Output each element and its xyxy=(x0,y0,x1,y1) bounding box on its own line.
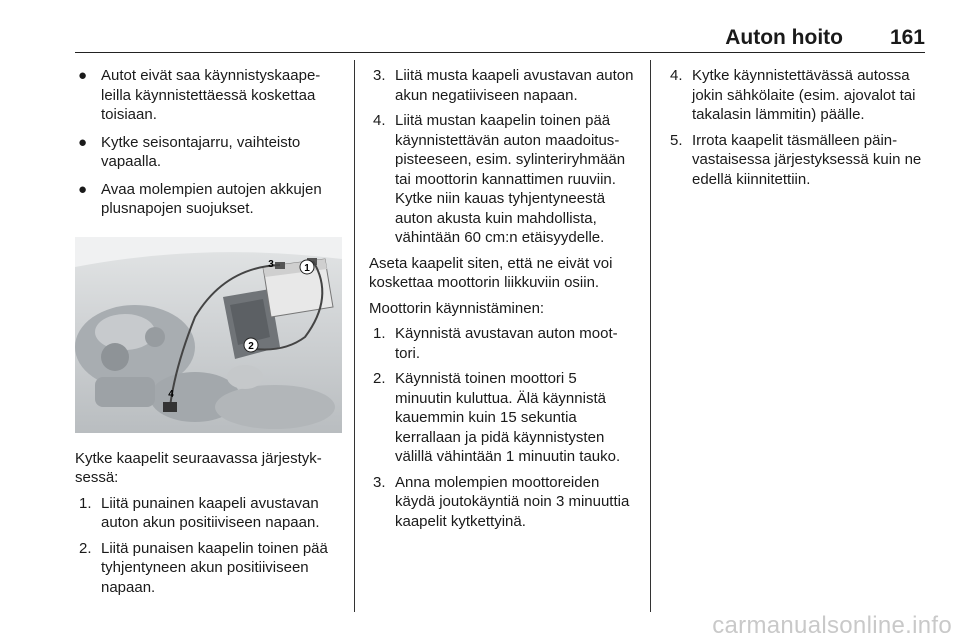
jump-start-illustration xyxy=(75,237,342,433)
section-title: Auton hoito xyxy=(725,26,843,49)
svg-text:1: 1 xyxy=(304,262,310,274)
list-item: 4. Liitä mustan kaapelin toinen pää käynnistettävän auton maadoituspisteeseen, esim. sylinteriryhmään tai moottorin kannattimen ruuviin. Kytke niin kauas tyhjentyneestä auton akusta kuin mahdollista, vähintään 60 cm:n etäisyydelle. xyxy=(373,112,626,246)
site-watermark: carmanualsonline.info xyxy=(712,612,952,639)
connection-steps-continued xyxy=(369,66,637,248)
bullet-icon: ● xyxy=(78,67,88,84)
column-divider xyxy=(354,60,355,612)
connection-intro: Kytke kaapelit seuraavassa järjestyksessä: xyxy=(75,449,322,486)
list-item: 1. Käynnistä avustavan auton moottori. xyxy=(373,325,618,362)
list-item: ● Avaa molempien autojen akkujen plusnapojen suojukset. xyxy=(78,180,322,217)
callout-2 xyxy=(244,338,258,352)
svg-text:3: 3 xyxy=(268,258,274,270)
connection-steps xyxy=(75,494,343,598)
list-item: 5. Irrota kaapelit täsmälleen päinvastaisessa järjestyksessä kuin ne edellä kiinnitettiin. xyxy=(670,131,922,188)
page-header xyxy=(75,22,925,53)
list-item: 3. Liitä musta kaapeli avustavan auton akun negatiiviseen napaan. xyxy=(373,67,634,104)
bullet-icon: ● xyxy=(78,133,88,151)
svg-text:4: 4 xyxy=(168,388,174,400)
column-divider xyxy=(650,60,651,612)
list-item: ● Kytke seisontajarru, vaihteisto vapaalla. xyxy=(78,133,301,170)
page-number: 161 xyxy=(889,26,925,49)
engine-bay-diagram xyxy=(75,237,342,433)
svg-text:2: 2 xyxy=(248,340,254,352)
callout-1 xyxy=(300,260,314,274)
list-item: 2. Käynnistä toinen moottori 5 minuutin kuluttua. Älä käynnistä kauemmin kuin 15 sekuntia kerrallaan ja pidä käynnistysten välillä vähintään 1 minuutin tauko. xyxy=(373,370,621,465)
column-1 xyxy=(75,60,343,603)
list-item: 2. Liitä punaisen kaapelin toinen pää tyhjentyneen akun positiiviseen napaan. xyxy=(79,539,328,596)
list-item: 3. Anna molempien moottoreiden käydä joutokäyntiä noin 3 minuuttia kaapelit kytkettyinä. xyxy=(373,473,630,530)
list-item: 1. Liitä punainen kaapeli avustavan auton akun positiiviseen napaan. xyxy=(79,494,320,531)
precaution-list xyxy=(75,66,343,219)
engine-start-steps xyxy=(369,324,637,531)
callout-3 xyxy=(268,259,274,270)
cable-placement-note: Aseta kaapelit siten, että ne eivät voi koskettaa moottorin liikkuviin osiin. xyxy=(369,254,613,291)
bullet-icon: ● xyxy=(78,180,88,198)
engine-start-steps-continued xyxy=(666,66,932,189)
list-item: 4. Kytke käynnistettävässä autossa jokin sähkölaite (esim. ajovalot tai takalasin lämmitin) päälle. xyxy=(670,67,916,123)
callout-4 xyxy=(168,389,174,400)
list-item: ● Autot eivät saa käynnistyskaapeleilla käynnistettäessä koskettaa toisiaan. xyxy=(78,67,321,123)
column-3 xyxy=(666,60,932,195)
engine-start-heading: Moottorin käynnistäminen: xyxy=(369,299,545,317)
column-2 xyxy=(369,60,637,537)
